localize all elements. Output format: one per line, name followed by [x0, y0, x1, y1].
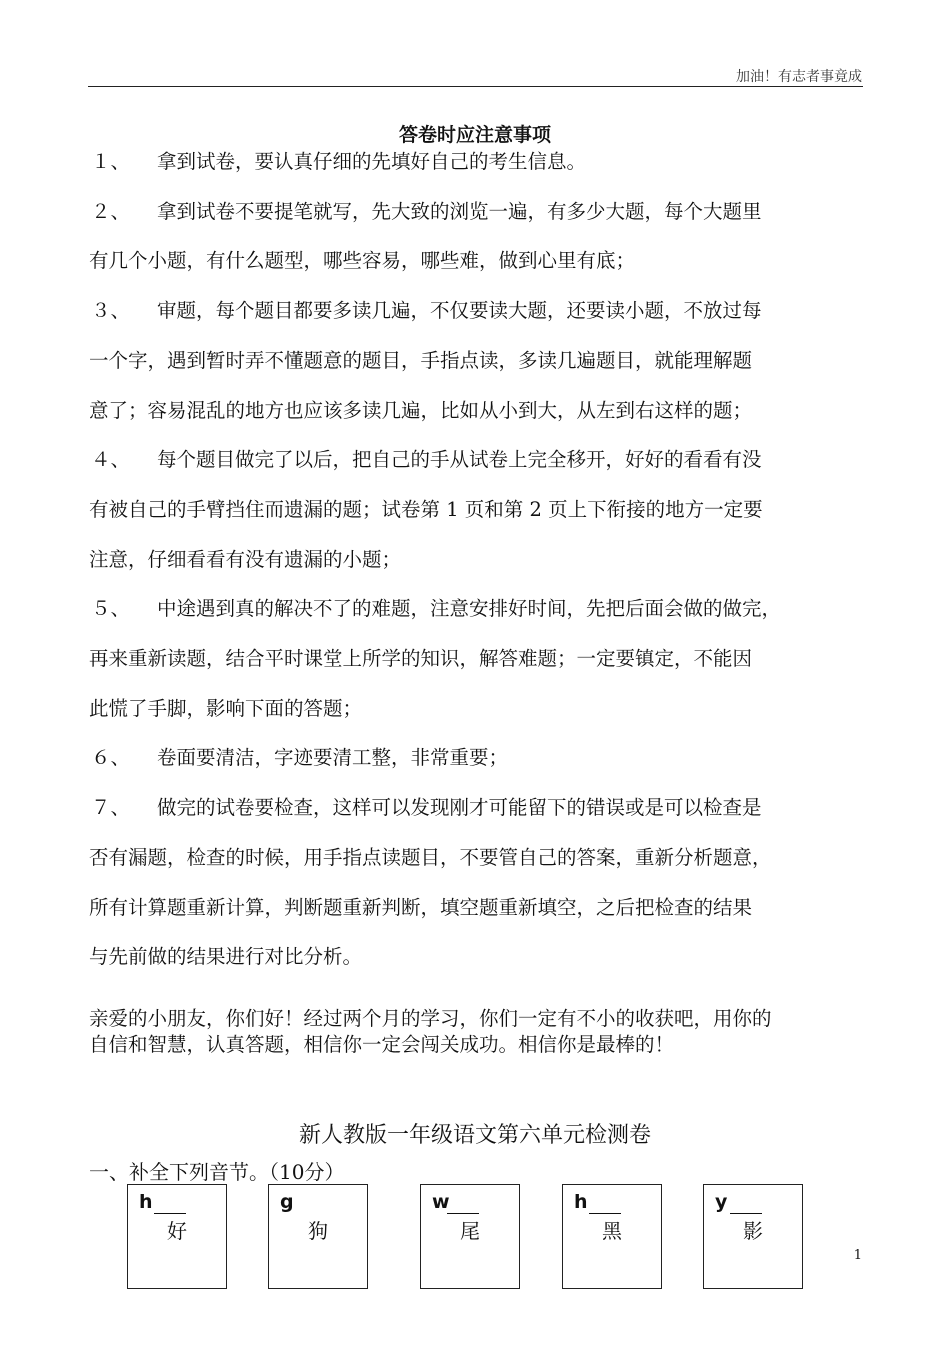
notice-item-text: 做完的试卷要检查，这样可以发现刚才可能留下的错误或是可以检查是	[157, 796, 762, 820]
notice-item-number: ７、	[91, 796, 131, 820]
pinyin-initial: w	[432, 1191, 450, 1213]
pinyin-initial: h	[139, 1191, 153, 1213]
pinyin-box	[703, 1184, 803, 1289]
notice-item-continuation: 有几个小题，有什么题型，哪些容易，哪些难，做到心里有底；	[89, 249, 636, 273]
notice-item-line	[89, 783, 879, 833]
greeting-paragraph	[89, 1006, 879, 1058]
notice-item-number: ４、	[91, 448, 131, 472]
pinyin-initial: y	[715, 1191, 728, 1213]
notice-item-number: １、	[91, 150, 131, 173]
notice-item-continuation: 再来重新读题，结合平时课堂上所学的知识，解答难题；一定要镇定，不能因	[89, 647, 753, 671]
hanzi-character: 影	[743, 1219, 763, 1243]
hanzi-character: 黑	[602, 1219, 622, 1243]
notice-item-continuation: 此慌了手脚，影响下面的答题；	[89, 696, 363, 720]
notice-item-line	[89, 435, 879, 485]
pinyin-initial: h	[574, 1191, 588, 1213]
notice-item-continuation: 意了；容易混乱的地方也应该多读几遍，比如从小到大，从左到右这样的题；	[89, 398, 753, 422]
header-divider	[88, 86, 863, 87]
hanzi-character: 尾	[460, 1219, 480, 1243]
notice-item-continuation: 否有漏题，检查的时候，用手指点读题目，不要管自己的答案，重新分析题意，	[89, 845, 772, 869]
notice-item-number: ３、	[91, 299, 131, 323]
answer-blank[interactable]	[447, 1213, 479, 1214]
question-1-heading: 一、补全下列音节。（10分）	[89, 1160, 345, 1184]
pinyin-box	[268, 1184, 368, 1289]
notice-item-continuation: 所有计算题重新计算，判断题重新判断，填空题重新填空，之后把检查的结果	[89, 895, 753, 919]
notice-item-text: 中途遇到真的解决不了的难题，注意安排好时间，先把后面会做的做完，	[157, 597, 782, 621]
notice-title: 答卷时应注意事项	[398, 124, 551, 146]
notice-item-number: ６、	[91, 746, 131, 770]
answer-blank[interactable]	[154, 1213, 186, 1214]
notice-list	[89, 137, 879, 982]
greeting-line: 亲爱的小朋友，你们好！经过两个月的学习，你们一定有不小的收获吧，用你的	[89, 1007, 772, 1030]
pinyin-initial: g	[280, 1191, 294, 1213]
page-number: 1	[853, 1248, 862, 1263]
pinyin-box	[420, 1184, 520, 1289]
hanzi-character: 狗	[308, 1219, 328, 1243]
notice-item-continuation: 有被自己的手臂挡住而遗漏的题；试卷第 1 页和第 2 页上下衔接的地方一定要	[89, 497, 763, 521]
pinyin-box	[562, 1184, 662, 1289]
notice-item-text: 审题，每个题目都要多读几遍，不仅要读大题，还要读小题，不放过每	[157, 299, 762, 323]
notice-item-continuation: 注意，仔细看看有没有遗漏的小题；	[89, 547, 402, 571]
exam-title: 新人教版一年级语文第六单元检测卷	[298, 1123, 651, 1148]
notice-item-line	[89, 187, 879, 237]
notice-item-continuation: 与先前做的结果进行对比分析。	[89, 945, 363, 969]
notice-item-text: 拿到试卷，要认真仔细的先填好自己的考生信息。	[157, 150, 587, 173]
answer-blank[interactable]	[589, 1213, 621, 1214]
notice-item-text: 每个题目做完了以后，把自己的手从试卷上完全移开，好好的看看有没	[157, 448, 762, 472]
hanzi-character: 好	[167, 1219, 187, 1243]
notice-item-number: ５、	[91, 597, 131, 621]
notice-item-line	[89, 286, 879, 336]
header-slogan: 加油！有志者事竟成	[736, 69, 862, 85]
pinyin-box	[127, 1184, 227, 1289]
notice-item-text: 卷面要清洁，字迹要清工整，非常重要；	[157, 746, 509, 770]
greeting-line: 自信和智慧，认真答题，相信你一定会闯关成功。相信你是最棒的！	[89, 1033, 675, 1056]
notice-item-line	[89, 137, 879, 187]
notice-item-line	[89, 584, 879, 634]
notice-item-number: ２、	[91, 199, 131, 223]
notice-item-line	[89, 733, 879, 783]
notice-item-continuation: 一个字，遇到暂时弄不懂题意的题目，手指点读，多读几遍题目，就能理解题	[89, 348, 753, 372]
notice-item-text: 拿到试卷不要提笔就写，先大致的浏览一遍，有多少大题，每个大题里	[157, 199, 762, 223]
answer-blank[interactable]	[730, 1213, 762, 1214]
